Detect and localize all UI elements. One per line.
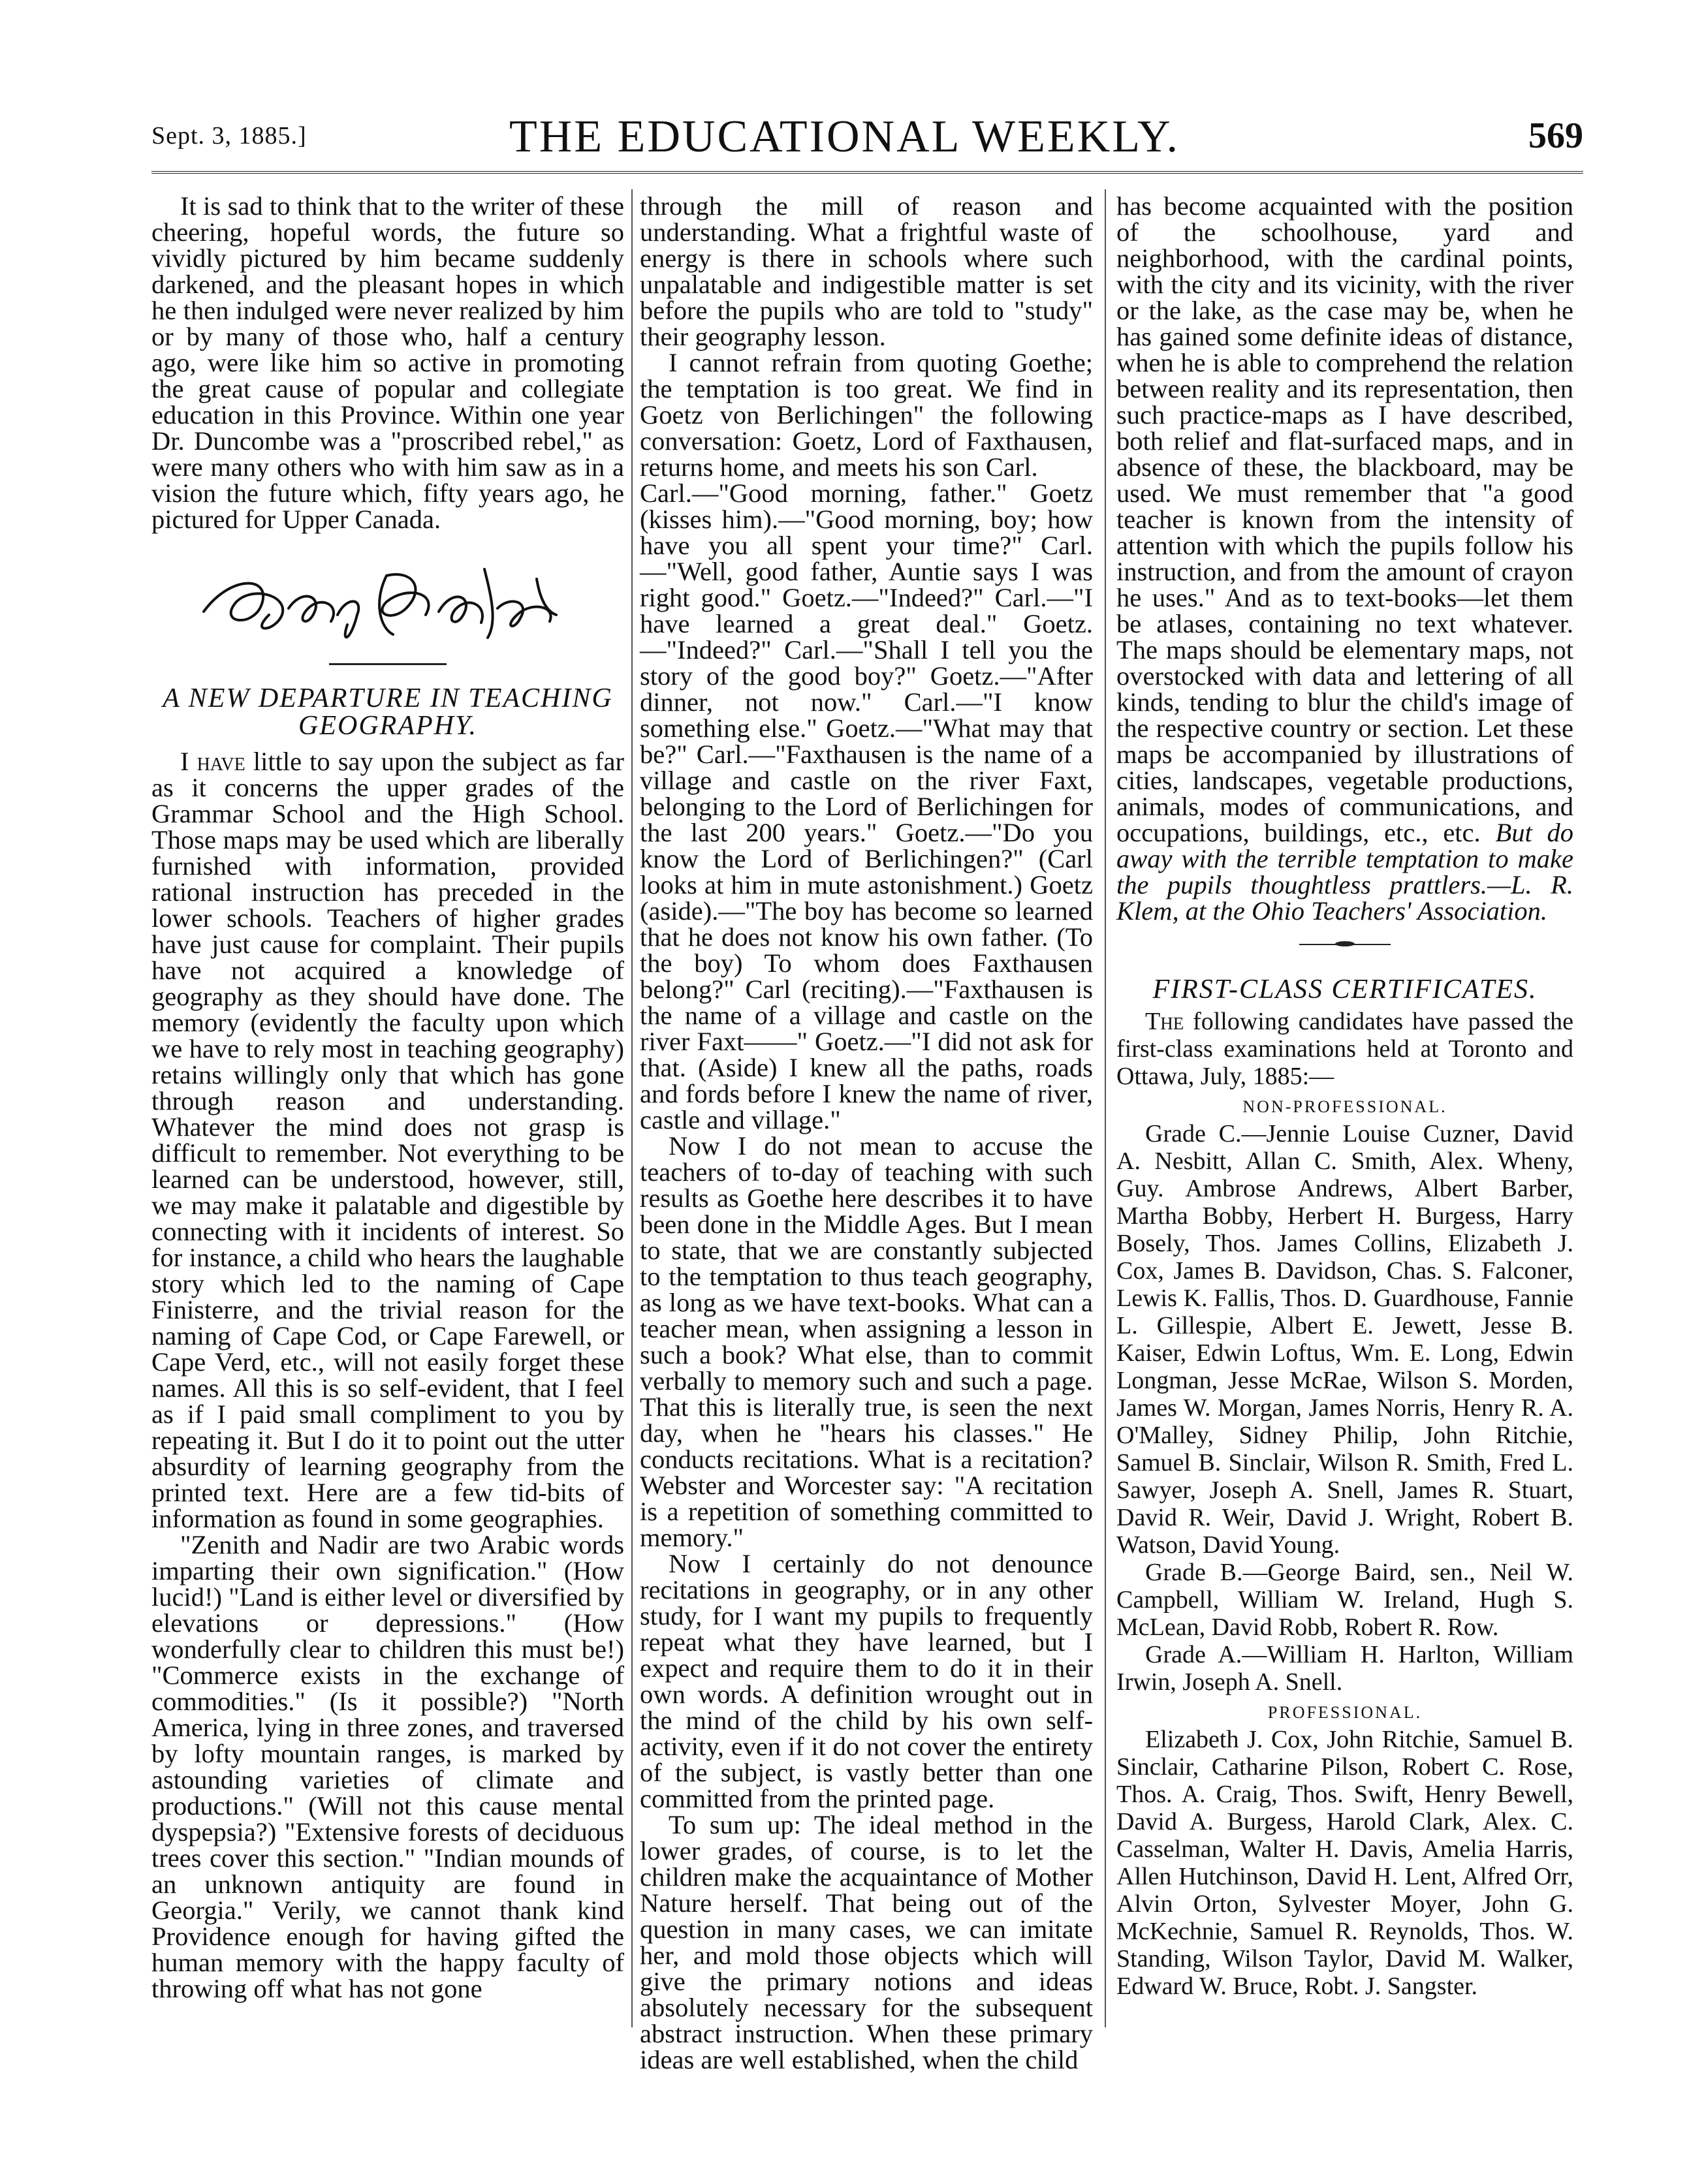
ornament-rule [1299, 944, 1391, 945]
subsection-heading: NON-PROFESSIONAL. [1242, 1097, 1447, 1116]
lead-word: The [1145, 1008, 1184, 1035]
body-paragraph: through the mill of reason and understanding. What a frightful waste of energy is there in schools where such unpalatable and indigestible matter is set before the pupils who are told to "study" their geography lesson. [640, 191, 1093, 351]
column-1 [151, 193, 624, 2002]
body-paragraph: I cannot refrain from quoting Goethe; the temptation is too great. We find in Goetz von Berlichingen" the following conversation: Goetz, Lord of Faxthausen, returns home, and meets his son Carl. [640, 348, 1093, 482]
masthead-rule [151, 171, 1583, 178]
body-paragraph: "Zenith and Nadir are two Arabic words imparting their own signification." (How lucid!) "Land is either level or diversified by elevations or depressions." (How wonderfully clear to children this must be!) "Commerce exists in the exchange of commodities." (Is it possible?) "North America, lying in three zones, and traversed by lofty mountain ranges, is marked by astounding varieties of climate and productions." (Will not this cause mental dyspepsia?) "Extensive forests of deciduous trees cover this section." "Indian mounds of an unknown antiquity are found in Georgia." Verily, we cannot thank kind Providence enough for having gifted the human memory with the happy faculty of throwing off what has not gone [151, 1530, 624, 2003]
subsection-heading: PROFESSIONAL. [1267, 1703, 1423, 1722]
column-3 [1116, 193, 1573, 2000]
body-paragraph [1116, 1008, 1573, 1090]
section-rule [329, 663, 447, 665]
body-paragraph: It is sad to think that to the writer of these cheering, hopeful words, the future so vividly pictured by him became suddenly darkened, and the pleasant hopes in which he then indulged were never realized by him or by many of those who, half a century ago, were like him so active in promoting the great cause of popular and collegiate education in this Province. Within one year Dr. Duncombe was a "proscribed rebel," as were many others who with him saw as in a vision the future which, fifty years ago, he pictured for Upper Canada. [151, 191, 624, 534]
body-paragraph: To sum up: The ideal method in the lower grades, of course, is to let the children make the acquaintance of Mother Nature herself. That being out of the question in many cases, we can imitate her, and mold those objects which will give the primary notions and ideas absolutely necessary for the subsequent abstract instruction. When these primary ideas are well established, when the child [640, 1810, 1093, 2074]
body-paragraph: Now I do not mean to accuse the teachers of to-day of teaching with such results as Goethe here describes it to have been done in the Middle Ages. But I mean to state, that we are constantly subjected to the temptation to thus teach geography, as long as we have text-books. What can a teacher mean, when assigning a lesson in such a book? What else, than to commit verbally to memory such and such a page. That this is literally true, is seen the next day, when he "hears his classes." He conducts recitations. What is a recitation? Webster and Worcester say: "A recitation is a repetition of something committed to memory." [640, 1131, 1093, 1552]
column-divider [631, 189, 633, 2027]
article-title: A NEW DEPARTURE IN TEACHING GEOGRAPHY. [163, 683, 613, 741]
candidate-list: Grade B.—George Baird, sen., Neil W. Campbell, William W. Ireland, Hugh S. McLean, David Robb, Robert R. Row. [1116, 1559, 1573, 1641]
lead-word: I have [180, 747, 245, 776]
candidate-list: Grade A.—William H. Harlton, William Irwin, Joseph A. Snell. [1116, 1641, 1573, 1696]
column-2 [640, 193, 1093, 2073]
signature-image [191, 550, 582, 647]
candidate-list: Grade C.—Jennie Louise Cuzner, David A. Nesbitt, Allan C. Smith, Alex. Wheny, Guy. Ambrose Andrews, Albert Barber, Martha Bobby, Herbert H. Burgess, Harry Bosely, Thos. James Collins, Elizabeth J. Cox, James B. Davidson, Chas. S. Falconer, Lewis K. Fallis, Thos. D. Guardhouse, Fannie L. Gillespie, Albert E. Jewett, Jesse B. Kaiser, Edwin Loftus, Wm. E. Long, Edwin Longman, Jesse McRae, Wilson S. Morden, James W. Morgan, James Norris, Henry R. A. O'Malley, Sidney Philip, John Ritchie, Samuel B. Sinclair, Wilson R. Smith, Fred L. Sawyer, Joseph A. Snell, James R. Stuart, David R. Weir, David J. Wright, Robert B. Watson, David Young. [1116, 1120, 1573, 1559]
closing-attribution: But do away with the terrible temptation to make the pupils thoughtless prattlers.—L. R. Klem, at the Ohio Teachers' Association. [1116, 818, 1574, 926]
paragraph-text: has become acquainted with the position of the schoolhouse, yard and neighborhood, with the cardinal points, with the city and its vicinity, with the river or the lake, as the case may be, when he has gained some definite ideas of distance, when he is able to comprehend the relation between reality and its representation, then such practice-maps as I have described, both relief and flat-surfaced maps, and in absence of these, the blackboard, may be used. We must remember that "a good teacher is known from the intensity of attention with which the pupils follow his instruction, and from the amount of crayon he uses." And as to text-books—let them be atlases, containing no text whatever. The maps should be elementary maps, not overstocked with data and lettering of all kinds, tending to blur the child's image of the respective country or section. Let these maps be accompanied by illustrations of cities, landscapes, vegetable productions, animals, modes of communications, and occupations, buildings, etc., etc. [1116, 191, 1573, 847]
column-divider [1105, 189, 1106, 2027]
paragraph-text: following candidates have passed the first-class examinations held at Toronto and Ottawa, July, 1885:— [1116, 1008, 1573, 1090]
body-paragraph [1116, 193, 1573, 924]
body-paragraph: Now I certainly do not denounce recitations in geography, or in any other study, for I want my pupils to frequently repeat what they have learned, but I expect and require them to do it in their own words. A definition wrought out in the mind of the child by his own self-activity, even if it do not cover the entirety of the subject, is vastly better than one committed from the printed page. [640, 1549, 1093, 1813]
issue-date: Sept. 3, 1885.] [151, 122, 307, 149]
page-number: 569 [1528, 116, 1583, 156]
body-paragraph [151, 749, 624, 1532]
section-title: FIRST-CLASS CERTIFICATES. [1152, 975, 1538, 1005]
paragraph-text: little to say upon the subject as far as it concerns the upper grades of the Grammar School and the High School. Those maps may be used which are liberally furnished with information, provided rational instruction has preceded in the lower schools. Teachers of higher grades have just cause for complaint. Their pupils have not acquired a knowledge of geography as they should have done. The memory (evidently the faculty upon which we have to rely most in teaching geography) retains willingly only that which has gone through reason and understanding. Whatever the mind does not grasp is difficult to remember. Not everything to be learned can be understood, however, still, we may make it palatable and digestible by connecting with it incidents of interest. So for instance, a child who hears the laughable story which led to the naming of Cape Finisterre, and the trivial reason for the naming of Cape Cod, or Cape Farewell, or Cape Verd, etc., will not easily forget these names. All this is so self-evident, that I feel as if I paid small compliment to you by repeating it. But I do it to point out the utter absurdity of learning geography from the printed text. Here are a few tid-bits of information as found in some geographies. [151, 747, 625, 1533]
dialogue-paragraph: Carl.—"Good morning, father." Goetz (kisses him).—"Good morning, boy; how have you all spent your time?" Carl.—"Well, good father, Auntie says I was right good." Goetz.—"Indeed?" Carl.—"I have learned a great deal." Goetz.—"Indeed?" Carl.—"Shall I tell you the story of the good boy?" Goetz.—"After dinner, not now." Carl.—"I know something else." Goetz.—"What may that be?" Carl.—"Faxthausen is the name of a village and castle on the river Faxt, belonging to the Lord of Berlichingen for the last 200 years." Goetz.—"Do you know the Lord of Berlichingen?" (Carl looks at him in mute astonishment.) Goetz (aside).—"The boy has become so learned that he does not know his own father. (To the boy) To whom does Faxthausen belong?" Carl (reciting).—"Faxthausen is the name of a village and castle on the river Faxt——" Goetz.—"I did not ask for that. (Aside) I knew all the paths, roads and fords before I knew the name of river, castle and village." [640, 478, 1093, 1134]
candidate-list: Elizabeth J. Cox, John Ritchie, Samuel B. Sinclair, Catharine Pilson, Robert C. Rose, Thos. A. Craig, Thos. Swift, Henry Bewell, David A. Burgess, Harold Clark, Alex. C. Casselman, Walter H. Davis, Amelia Harris, Allen Hutchinson, David H. Lent, Alfred Orr, Alvin Orton, Sylvester Moyer, John G. McKechnie, Samuel R. Reynolds, Thos. W. Standing, Wilson Taylor, David M. Walker, Edward W. Bruce, Robt. J. Sangster. [1116, 1726, 1573, 2000]
newspaper-title: THE EDUCATIONAL WEEKLY. [509, 112, 1180, 162]
